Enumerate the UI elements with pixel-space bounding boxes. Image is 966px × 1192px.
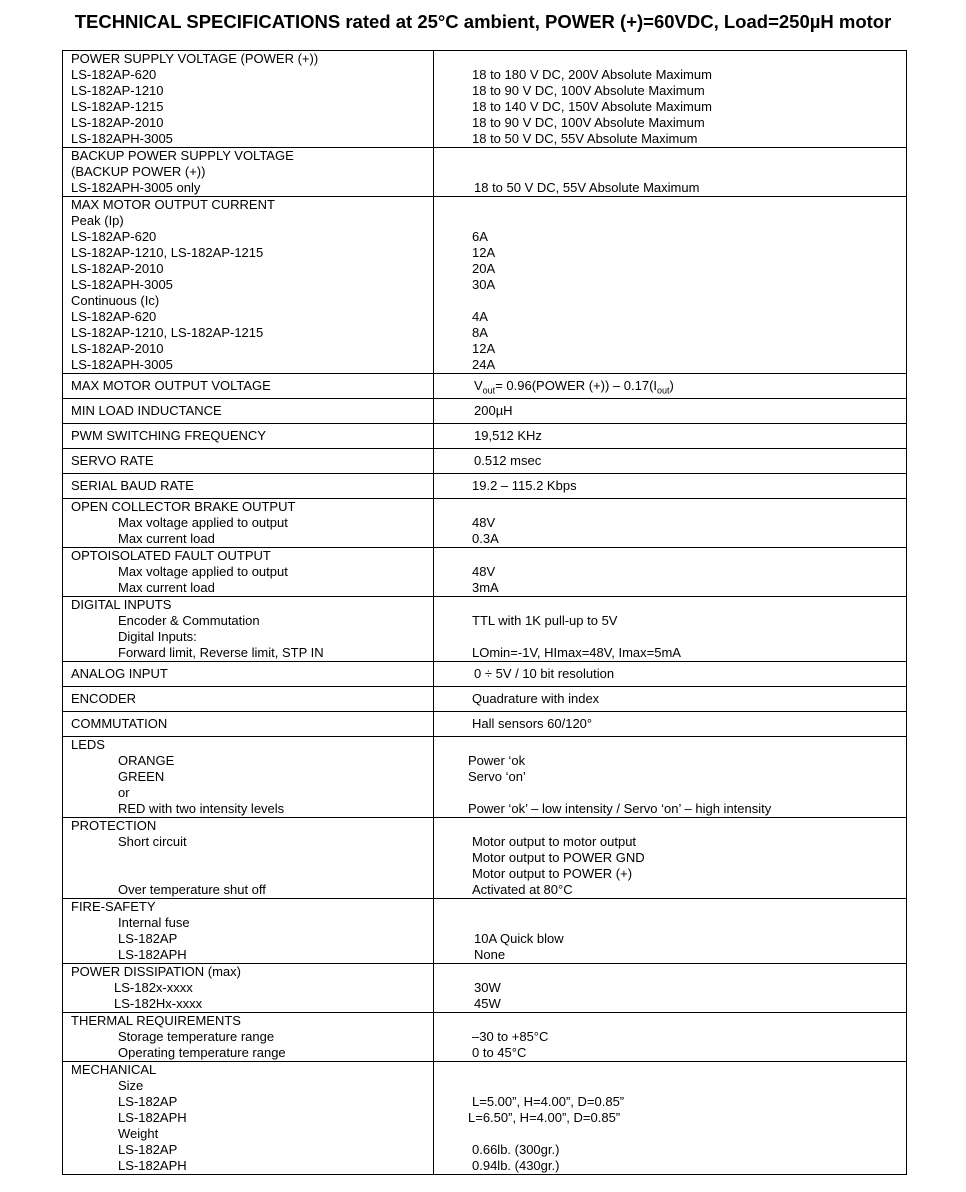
spec-value: Quadrature with index [472,691,600,706]
spec-item: LS-182APH-3005 only [71,180,201,195]
spec-item: LS-182AP-620 [71,309,157,324]
spec-sublabel: Continuous (Ic) [71,293,160,308]
spec-row-digital-inputs [63,597,907,662]
spec-value: Servo ‘on’ [468,769,526,784]
spec-label: SERVO RATE [71,453,154,468]
spec-label: PROTECTION [71,818,157,833]
spec-item: Max voltage applied to output [118,564,288,579]
spec-item: or [118,785,130,800]
spec-item: LS-182AP [118,931,178,946]
spec-label: MIN LOAD INDUCTANCE [71,403,222,418]
spec-row-brake-output [63,499,907,548]
page-title: TECHNICAL SPECIFICATIONS rated at 25°C ambient, POWER (+)=60VDC, Load=250µH motor [74,11,892,32]
spec-value: Power ‘ok’ – low intensity / Servo ‘on’ – high intensity [468,801,772,816]
formula-body: = 0.96(POWER (+)) – 0.17(I [495,378,658,393]
spec-label: MECHANICAL [71,1062,157,1077]
spec-item: LS-182APH [118,947,187,962]
spec-item: LS-182APH-3005 [71,357,173,372]
formula-v: V [474,378,483,393]
spec-item: LS-182AP-2010 [71,341,164,356]
spec-label: MAX MOTOR OUTPUT CURRENT [71,197,275,212]
spec-label: COMMUTATION [71,716,168,731]
spec-label: THERMAL REQUIREMENTS [71,1013,241,1028]
spec-label: POWER SUPPLY VOLTAGE (POWER (+)) [71,51,319,66]
spec-item: Internal fuse [118,915,190,930]
spec-label: PWM SWITCHING FREQUENCY [71,428,266,443]
spec-item: LS-182AP-620 [71,67,157,82]
spec-item: LS-182APH [118,1158,187,1173]
spec-value: 18 to 50 V DC, 55V Absolute Maximum [472,131,698,146]
spec-value: 19.2 – 115.2 Kbps [472,478,577,493]
spec-item: LS-182AP-1210, LS-182AP-1215 [71,325,264,340]
spec-label: SERIAL BAUD RATE [71,478,194,493]
spec-label: OPEN COLLECTOR BRAKE OUTPUT [71,499,296,514]
spec-value: 18 to 50 V DC, 55V Absolute Maximum [474,180,700,195]
spec-label: ENCODER [71,691,137,706]
spec-value: 30W [474,980,501,995]
spec-item: Over temperature shut off [118,882,266,897]
spec-row-leds [63,737,907,818]
spec-item: Max voltage applied to output [118,515,288,530]
spec-label: LEDS [71,737,105,752]
spec-row-power-dissipation [63,964,907,1013]
spec-value: Power ‘ok [468,753,526,768]
spec-value: Hall sensors 60/120° [472,716,593,731]
spec-row-thermal [63,1013,907,1062]
output-voltage-formula [434,374,906,398]
spec-label: OPTOISOLATED FAULT OUTPUT [71,548,271,563]
spec-row-fire-safety [63,899,907,964]
spec-row-protection [63,818,907,899]
formula-end: ) [669,378,674,393]
spec-value: 0.66lb. (300gr.) [472,1142,560,1157]
spec-value: 3mA [472,580,499,595]
spec-item: Max current load [118,531,215,546]
spec-item: Operating temperature range [118,1045,286,1060]
spec-row-fault-output [63,548,907,597]
spec-item: ORANGE [118,753,175,768]
spec-value: 18 to 90 V DC, 100V Absolute Maximum [472,115,705,130]
spec-label: FIRE-SAFETY [71,899,156,914]
spec-value: 18 to 140 V DC, 150V Absolute Maximum [472,99,712,114]
spec-value: Activated at 80°C [472,882,573,897]
spec-value: 0.3A [472,531,499,546]
spec-item: Weight [118,1126,159,1141]
spec-item: RED with two intensity levels [118,801,285,816]
spec-item: LS-182AP-1210, LS-182AP-1215 [71,245,264,260]
spec-row-output-voltage [63,374,907,399]
spec-label: BACKUP POWER SUPPLY VOLTAGE [71,148,294,163]
spec-value: Motor output to POWER (+) [472,866,633,881]
spec-label: DIGITAL INPUTS [71,597,172,612]
spec-row-backup-supply [63,148,907,197]
spec-row-load-inductance [63,399,907,424]
spec-row-commutation [63,712,907,737]
spec-value: TTL with 1K pull-up to 5V [472,613,618,628]
spec-item: Max current load [118,580,215,595]
spec-value: 24A [472,357,496,372]
spec-value: 18 to 180 V DC, 200V Absolute Maximum [472,67,712,82]
spec-item: LS-182AP [118,1142,178,1157]
spec-value: 45W [474,996,501,1011]
spec-value: 48V [472,515,496,530]
spec-label: POWER DISSIPATION (max) [71,964,241,979]
spec-value: 18 to 90 V DC, 100V Absolute Maximum [472,83,705,98]
spec-value: L=6.50”, H=4.00”, D=0.85” [468,1110,621,1125]
spec-row-servo-rate [63,449,907,474]
spec-value: 200µH [474,403,513,418]
spec-item: Forward limit, Reverse limit, STP IN [118,645,324,660]
spec-value: Motor output to motor output [472,834,637,849]
spec-item: LS-182APH-3005 [71,131,173,146]
spec-item: GREEN [118,769,165,784]
spec-item: LS-182AP-620 [71,229,157,244]
spec-row-output-current [63,197,907,374]
spec-item: LS-182AP-1210 [71,83,164,98]
spec-label: MAX MOTOR OUTPUT VOLTAGE [71,378,271,393]
specifications-table [62,50,907,1175]
formula-v-subscript: out [482,385,496,396]
spec-item: Digital Inputs: [118,629,197,644]
formula-i-subscript: out [657,385,670,396]
spec-item: Encoder & Commutation [118,613,260,628]
spec-value: –30 to +85°C [472,1029,549,1044]
spec-value: 12A [472,341,496,356]
spec-item: LS-182AP [118,1094,178,1109]
spec-item: Storage temperature range [118,1029,275,1044]
spec-row-baud-rate [63,474,907,499]
spec-value: Motor output to POWER GND [472,850,645,865]
spec-value: LOmin=-1V, HImax=48V, Imax=5mA [472,645,681,660]
spec-value: L=5.00”, H=4.00”, D=0.85” [472,1094,625,1109]
spec-item: Short circuit [118,834,187,849]
spec-value: 12A [472,245,496,260]
spec-value: 48V [472,564,496,579]
spec-item: LS-182AP-2010 [71,261,164,276]
spec-item: LS-182AP-2010 [71,115,164,130]
spec-label: (BACKUP POWER (+)) [71,164,206,179]
spec-item: LS-182AP-1215 [71,99,164,114]
spec-item: Size [118,1078,144,1093]
spec-label: ANALOG INPUT [71,666,168,681]
spec-row-power-supply [63,51,907,148]
spec-item: LS-182Hx-xxxx [114,996,203,1011]
spec-item: LS-182APH [118,1110,187,1125]
spec-value: 19,512 KHz [474,428,542,443]
spec-row-mechanical [63,1062,907,1175]
spec-value: 6A [472,229,488,244]
spec-value: 0.512 msec [474,453,542,468]
spec-value: None [474,947,506,962]
spec-row-encoder [63,687,907,712]
spec-value: 0 ÷ 5V / 10 bit resolution [474,666,615,681]
spec-row-pwm-frequency [63,424,907,449]
spec-value: 10A Quick blow [474,931,564,946]
spec-row-analog-input [63,662,907,687]
spec-item: LS-182APH-3005 [71,277,173,292]
spec-item: LS-182x-xxxx [114,980,193,995]
spec-value: 8A [472,325,488,340]
spec-value: 0 to 45°C [472,1045,527,1060]
spec-value: 20A [472,261,496,276]
spec-sublabel: Peak (Ip) [71,213,124,228]
spec-value: 30A [472,277,496,292]
spec-value: 0.94lb. (430gr.) [472,1158,560,1173]
spec-value: 4A [472,309,488,324]
